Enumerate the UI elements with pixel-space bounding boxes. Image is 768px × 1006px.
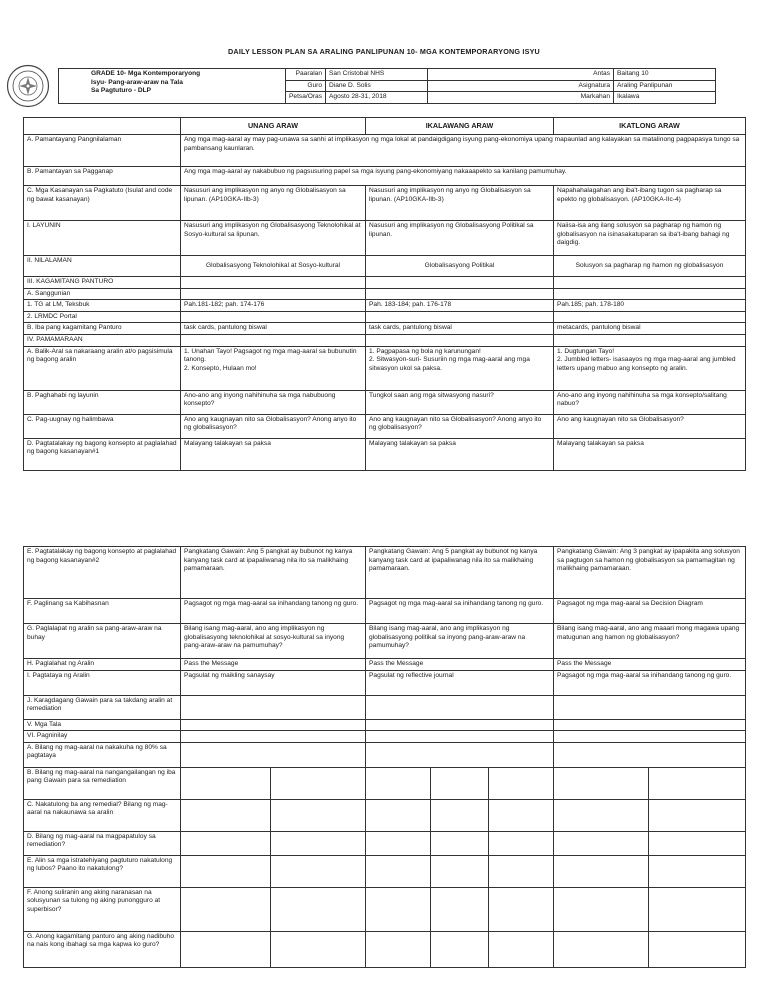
row-cell: Globalisasyong Teknolohikal at Sosyo-kultural (181, 256, 366, 277)
col-header-day3: IKATLONG ARAW (554, 118, 746, 135)
row-label: B. Bilang ng mag-aaral na nangangailangan ng iba pang Gawain para sa remediation (24, 767, 181, 799)
row-cell: 1. Pagpapasa ng bola ng karunungan! 2. Sitwasyon-suri- Susuriin ng mga mag-aaral ang mga sitwasyon ukol sa paksa. (366, 346, 554, 390)
row-cell: Pagsagot ng mga mag-aaral sa inihandang tanong ng guro. (181, 599, 366, 624)
row-label: C. Mga Kasanayan sa Pagkatuto (Isulat and code ng bawat kasanayan) (24, 186, 181, 221)
col-header-day2: IKALAWANG ARAW (366, 118, 554, 135)
row-cell: Malayang talakayan sa paksa (181, 438, 366, 470)
row-cell: Malayang talakayan sa paksa (366, 438, 554, 470)
row-cell: Pangkatang Gawain: Ang 3 pangkat ay ipapakita ang solusyon sa pagtugon sa hamon ng globalisasyon sa pamamagitan ng malikhaing pamamaraan. (554, 547, 746, 599)
row-cell: Ano ang kaugnayan nito sa Globalisasyon? (554, 414, 746, 438)
row-cell: task cards, pantulong biswal (366, 323, 554, 335)
guro-label: Guro (286, 80, 326, 92)
row-cell: Pagsagot ng mga mag-aaral sa inihandang tanong ng guro. (554, 670, 746, 695)
petsa-label: Petsa/Oras (286, 92, 326, 104)
row-label: H. Paglalahat ng Aralin (24, 659, 181, 671)
asignatura-label: Asignatura (428, 80, 614, 92)
row-cell: Pah. 183-184; pah. 176-178 (366, 300, 554, 312)
row-cell: Ano ang kaugnayan nito sa Globalisasyon? Anong anyo ito ng globalisasyon? (366, 414, 554, 438)
row-cell: 1. Dugtungan Tayo! 2. Jumbled letters- isasaayos ng mga mag-aaral ang jumbled letters upang mabuo ang konsepto ng aralin. (554, 346, 746, 390)
row-label: A. Balik-Aral sa nakaraang aralin at/o pagsisimula ng bagong aralin (24, 346, 181, 390)
row-cell: Globalisasyong Politikal (366, 256, 554, 277)
row-cell: Pangkatang Gawain: Ang 5 pangkat ay bubunot ng kanya kanyang task card at ipapaliwanag nila ito sa malikhaing pamamaraan. (181, 547, 366, 599)
row-cell: Napahahalagahan ang iba't-ibang tugon sa pagharap sa epekto ng globalisasyon. (AP10GKA-IIc-4) (554, 186, 746, 221)
lesson-info-table (58, 68, 716, 104)
row-label: A. Bilang ng mag-aaral na nakakuha ng 80% sa pagtataya (24, 742, 181, 767)
row-cell: Bilang isang mag-aaral, ano ang maaari mong magawa upang matugunan ang hamon ng globalisasyon? (554, 624, 746, 659)
lesson-plan-table-2 (23, 546, 746, 968)
row-label: G. Anong kagamitang panturo ang aking nadibuho na nais kong ibahagi sa mga kapwa ko guro? (24, 931, 181, 967)
markahan-label: Markahan (428, 92, 614, 104)
row-label: III. KAGAMITANG PANTURO (24, 277, 181, 289)
row-label: G. Paglalapat ng aralin sa pang-araw-araw na buhay (24, 624, 181, 659)
row-cell: Naiisa-isa ang ilang solusyon sa pagharap ng hamon ng globalisasyon na isinasakatuparan sa iba't-ibang bahagi ng daigdig. (554, 221, 746, 256)
lesson-plan-table-1 (23, 117, 746, 471)
row-cell: Pagsagot ng mga mag-aaral sa inihandang tanong ng guro. (366, 599, 554, 624)
row-label: II. NILALAMAN (24, 256, 181, 277)
row-label: B. Pamantayan sa Pagganap (24, 167, 181, 186)
row-label: 1. TG at LM, Teksbuk (24, 300, 181, 312)
row-label: VI. Pagninilay (24, 731, 181, 743)
row-label: C. Pag-uugnay ng halimbawa (24, 414, 181, 438)
row-cell: Ano-ano ang inyong nahihinuha sa mga konsepto/salitang nabuo? (554, 390, 746, 414)
row-cell: Pagsulat ng maikling sanaysay (181, 670, 366, 695)
row-label: D. Bilang ng mag-aaral na magpapatuloy sa remediation? (24, 831, 181, 855)
row-cell: Pah.185; pah. 178-180 (554, 300, 746, 312)
row-cell: Bilang isang mag-aaral, ano ang implikasyon ng globalisasyong politikal sa inyong pang-araw-araw na pamumuhay? (366, 624, 554, 659)
subject-line-3: Sa Pagtuturo - DLP (91, 87, 152, 95)
asignatura-value: Araling Panlipunan (614, 80, 716, 92)
row-cell: Ano-ano ang inyong nahihinuha sa mga nabubuong konsepto? (181, 390, 366, 414)
row-cell: metacards, pantulong biswal (554, 323, 746, 335)
paaralan-value: San Cristobal NHS (326, 69, 428, 81)
row-cell: Nasusuri ang implikasyon ng Globalisasyong Teknolohikal at Sosyo-kultural sa lipunan. (181, 221, 366, 256)
row-label: V. Mga Tala (24, 719, 181, 731)
markahan-value: Ikalawa (614, 92, 716, 104)
row-cell: task cards, pantulong biswal (181, 323, 366, 335)
row-cell: Ano ang kaugnayan nito sa Globalisasyon? Anong anyo ito ng globalisasyon? (181, 414, 366, 438)
row-cell: Malayang talakayan sa paksa (554, 438, 746, 470)
row-text: Ang mga mag-aaral ay may pag-unawa sa sanhi at implikasyon ng mga lokal at pandaigdigang isyung pang-ekonomiya upang mapaunlad ang kalayakan sa matalinong pagpapasya tungo sa pambansang kaunlaran. (181, 135, 746, 167)
paaralan-label: Paaralan (286, 69, 326, 81)
row-cell: Tungkol saan ang mga sitwasyong nasuri? (366, 390, 554, 414)
row-label: E. Alin sa mga istratehiyang pagtuturo nakatulong ng lubos? Paano ito nakatulong? (24, 855, 181, 887)
subject-line-2: Isyu- Pang-araw-araw na Tala (91, 78, 183, 86)
row-cell: Bilang isang mag-aaral, ano ang implikasyon ng globalisasyong teknolohikal at sosyo-kultural sa inyong pang-araw-araw na pamumuhay? (181, 624, 366, 659)
seal-icon (6, 64, 50, 108)
row-text: Ang mga mag-aaral ay nakabubuo ng pagsusuring papel sa mga isyung pang-ekonomiyang nakaaapekto sa kanilang pamumuhay. (181, 167, 746, 186)
subject-line-1: GRADE 10- Mga Kontemporaryong (91, 70, 201, 77)
antas-label: Antas (428, 69, 614, 81)
row-cell: Pah.181-182; pah. 174-176 (181, 300, 366, 312)
row-cell: Nasusuri ang implikasyon ng Globalisasyong Politikal sa lipunan. (366, 221, 554, 256)
corner-cell (24, 118, 181, 135)
row-label: IV. PAMAMARAAN (24, 334, 181, 346)
col-header-day1: UNANG ARAW (181, 118, 366, 135)
row-label: B. Iba pang kagamitang Panturo (24, 323, 181, 335)
row-label: 2. LRMDC Portal (24, 311, 181, 323)
page-title: DAILY LESSON PLAN SA ARALING PANLIPUNAN 10- MGA KONTEMPORARYONG ISYU (228, 47, 540, 56)
row-label: J. Karagdagang Gawain para sa takdang aralin at remediation (24, 695, 181, 719)
row-label: B. Paghahabi ng layunin (24, 390, 181, 414)
row-cell: 1. Unahan Tayo! Pagsagot ng mga mag-aaral sa bubunutin tanong. 2. Konsepto, Hulaan mo! (181, 346, 366, 390)
row-label: F. Paglinang sa Kabihasnan (24, 599, 181, 624)
row-cell: Pass the Message (181, 659, 366, 671)
row-cell: Nasusuri ang implikasyon ng anyo ng Globalisasyon sa lipunan. (AP10GKA-IIb-3) (181, 186, 366, 221)
row-label: A. Pamantayang Pangnilalaman (24, 135, 181, 167)
petsa-value: Agosto 28-31, 2018 (326, 92, 428, 104)
row-label: A. Sanggunian (24, 288, 181, 300)
row-cell: Pagsulat ng reflective journal (366, 670, 554, 695)
row-cell: Pass the Message (554, 659, 746, 671)
row-cell: Nasusuri ang implikasyon ng anyo ng Globalisasyon sa lipunan. (AP10GKA-IIb-3) (366, 186, 554, 221)
row-cell: Pagsagot ng mga mag-aaral sa Decision Diagram (554, 599, 746, 624)
row-label: D. Pagtatalakay ng bagong konsepto at paglalahad ng bagong kasanayan#1 (24, 438, 181, 470)
row-label: I. Pagtataya ng Aralin (24, 670, 181, 695)
row-cell: Pangkatang Gawain: Ang 5 pangkat ay bubunot ng kanya kanyang task card at ipapaliwanag nila ito sa malikhaing pamamaraan. (366, 547, 554, 599)
guro-value: Diane D. Solis (326, 80, 428, 92)
row-label: F. Anong suliranin ang aking naranasan na solusyunan sa tulong ng aking punongguro at superbisor? (24, 887, 181, 931)
row-cell: Pass the Message (366, 659, 554, 671)
row-label: I. LAYUNIN (24, 221, 181, 256)
row-label: E. Pagtatalakay ng bagong konsepto at paglalahad ng bagong kasanayan#2 (24, 547, 181, 599)
antas-value: Baitang 10 (614, 69, 716, 81)
row-label: C. Nakatulong ba ang remedial? Bilang ng mag-aaral na nakaunawa sa aralin (24, 799, 181, 831)
row-cell: Solusyon sa pagharap ng hamon ng globalisasyon (554, 256, 746, 277)
subject-cell (59, 69, 286, 104)
